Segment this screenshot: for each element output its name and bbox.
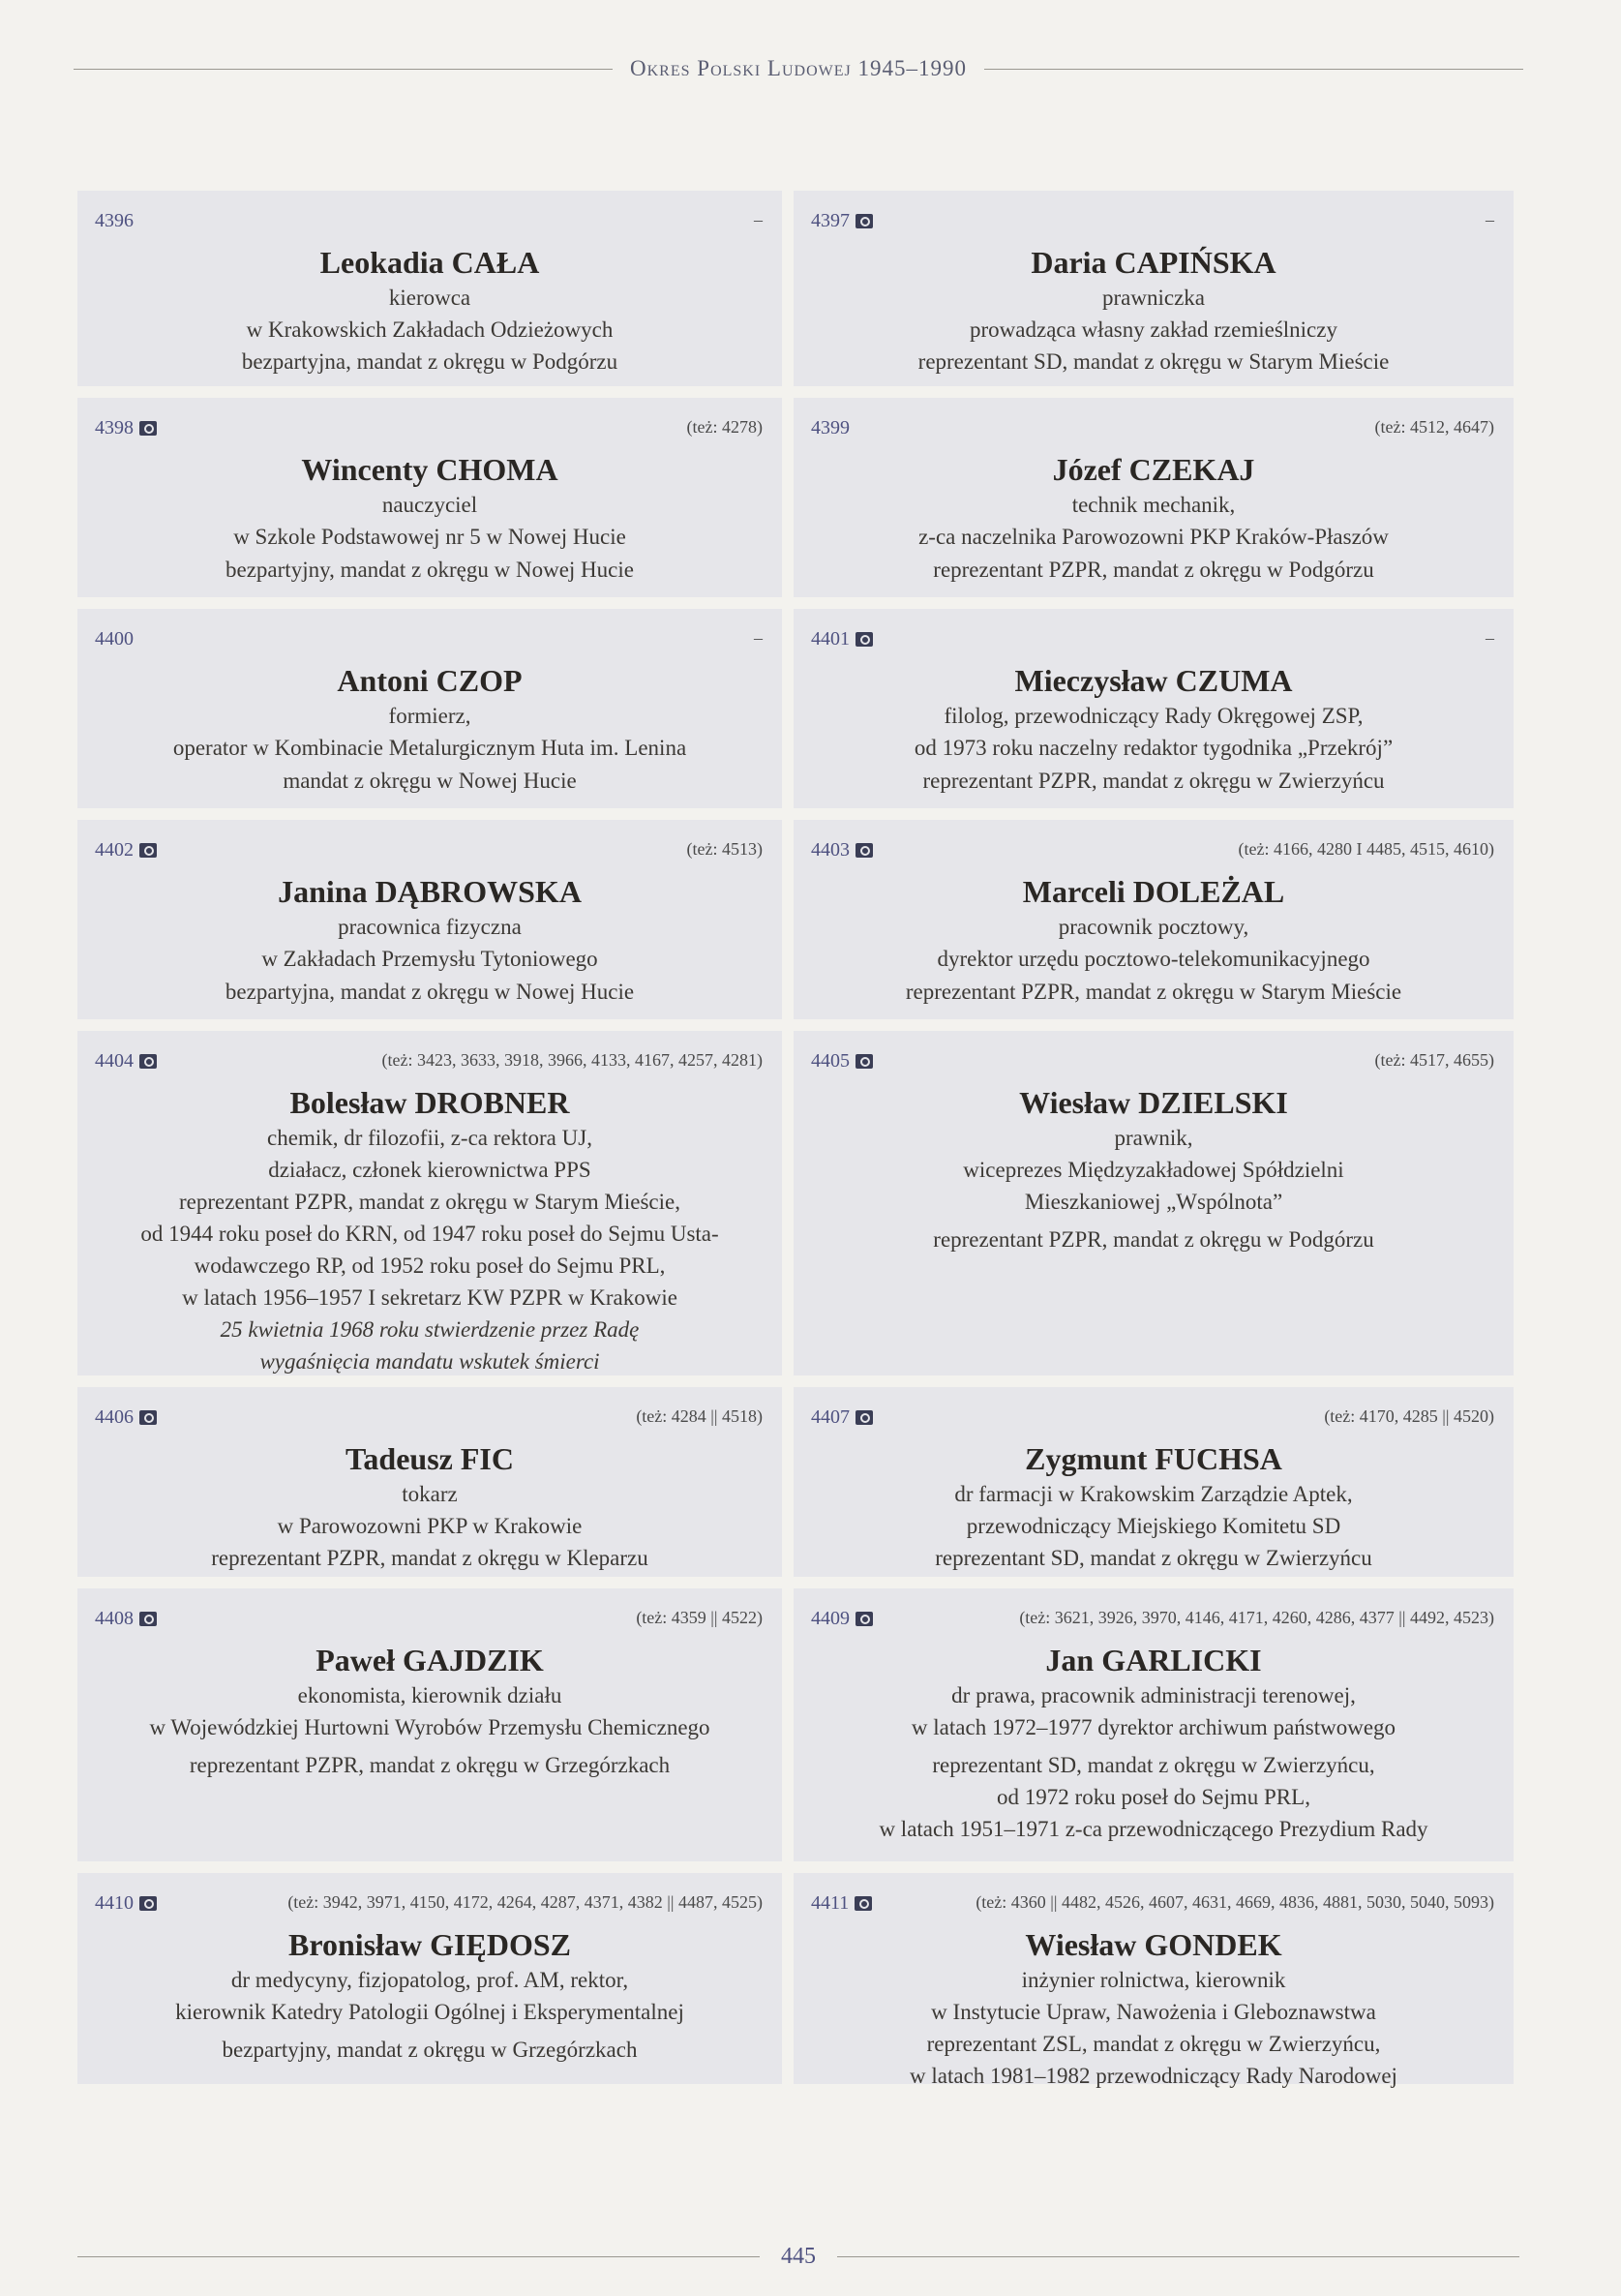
- entry-cross-reference: –: [1486, 210, 1494, 229]
- entry-occupation-line: prawnik,: [1114, 1126, 1193, 1150]
- entry-card: [77, 609, 782, 808]
- entry-cross-reference: (też: 4170, 4285 || 4520): [1324, 1406, 1494, 1426]
- entry-occupation-line: w Instytucie Upraw, Nawożenia i Gleboznawstwa: [931, 2000, 1376, 2024]
- photo-icon: [139, 1896, 157, 1911]
- entry-occupation-line: inżynier rolnictwa, kierownik: [1021, 1968, 1286, 1992]
- entry-occupation-line: chemik, dr filozofii, z-ca rektora UJ,: [267, 1126, 592, 1150]
- entry-card: [77, 1031, 782, 1375]
- entry-cross-reference: –: [754, 210, 763, 229]
- photo-icon: [139, 1054, 157, 1069]
- entry-occupation-line: w Parowozowni PKP w Krakowie: [277, 1514, 583, 1538]
- entry-number-text: 4397: [811, 210, 850, 231]
- entry-occupation-line: dr prawa, pracownik administracji terenowej,: [951, 1683, 1356, 1707]
- entry-number-text: 4399: [811, 417, 850, 438]
- entry-occupation-line: pracownica fizyczna: [338, 915, 522, 939]
- entry-cross-reference: (też: 4513): [686, 839, 763, 859]
- entry-occupation-line: operator w Kombinacie Metalurgicznym Huta im. Lenina: [172, 736, 687, 760]
- photo-icon: [139, 1410, 157, 1425]
- entry-name: Józef CZEKAJ: [1052, 452, 1255, 487]
- entry-number-text: 4411: [811, 1892, 850, 1914]
- entry-number-text: 4406: [95, 1406, 134, 1428]
- entry-occupation-line: w Wojewódzkiej Hurtowni Wyrobów Przemysłu Chemicznego: [149, 1715, 710, 1739]
- entry-number-text: 4401: [811, 628, 850, 650]
- entry-note-line: wygaśnięcia mandatu wskutek śmierci: [259, 1349, 600, 1374]
- photo-icon: [856, 214, 873, 228]
- entry-card: [794, 191, 1514, 386]
- entry-cross-reference: (też: 4359 || 4522): [636, 1608, 763, 1627]
- entry-card: [77, 1873, 782, 2084]
- entry-name: Leokadia CAŁA: [319, 245, 540, 280]
- entry-name: Mieczysław CZUMA: [1014, 663, 1293, 698]
- entry-affiliation-line: reprezentant PZPR, mandat z okręgu w Starym Mieście: [905, 980, 1402, 1004]
- entry-occupation-line: formierz,: [388, 704, 471, 728]
- entry-occupation-line: ekonomista, kierownik działu: [297, 1683, 562, 1707]
- entry-name: Antoni CZOP: [337, 663, 523, 698]
- entry-name: Daria CAPIŃSKA: [1031, 245, 1276, 280]
- photo-icon: [856, 632, 873, 647]
- entry-affiliation-line: bezpartyjna, mandat z okręgu w Podgórzu: [241, 349, 618, 374]
- entry-affiliation-line: reprezentant PZPR, mandat z okręgu w Starym Mieście,: [179, 1190, 680, 1214]
- entry-note-line: 25 kwietnia 1968 roku stwierdzenie przez Radę: [220, 1317, 640, 1342]
- entry-number: [811, 1892, 872, 1915]
- entry-occupation-line: technik mechanik,: [1071, 493, 1236, 517]
- entry-affiliation-line: w latach 1981–1982 przewodniczący Rady Narodowej: [910, 2064, 1397, 2088]
- entry-occupation-line: wiceprezes Międzyzakładowej Spółdzielni: [963, 1158, 1344, 1182]
- entry-card: [794, 1588, 1514, 1861]
- entry-number-text: 4404: [95, 1050, 134, 1072]
- entry-occupation-line: Mieszkaniowej „Wspólnota”: [1024, 1190, 1283, 1214]
- entry-name: Wiesław DZIELSKI: [1019, 1085, 1288, 1120]
- entry-name: Paweł GAJDZIK: [315, 1643, 544, 1677]
- entry-name: Marceli DOLEŻAL: [1022, 874, 1285, 909]
- entry-affiliation-line: wodawczego RP, od 1952 roku poseł do Sejmu PRL,: [194, 1254, 666, 1278]
- entry-cross-reference: (też: 4512, 4647): [1374, 417, 1494, 437]
- photo-icon: [856, 843, 873, 858]
- entry-number: [95, 839, 157, 861]
- entry-affiliation-line: reprezentant PZPR, mandat z okręgu w Zwierzyńcu: [922, 769, 1385, 793]
- entry-cross-reference: (też: 3942, 3971, 4150, 4172, 4264, 4287, 4371, 4382 || 4487, 4525): [287, 1892, 763, 1912]
- entry-affiliation-line: reprezentant PZPR, mandat z okręgu w Podgórzu: [933, 1227, 1374, 1252]
- entry-card: [794, 1873, 1514, 2088]
- entry-occupation-line: kierownik Katedry Patologii Ogólnej i Eksperymentalnej: [175, 2000, 684, 2024]
- entry-number-text: 4408: [95, 1608, 134, 1629]
- entry-occupation-line: tokarz: [402, 1482, 458, 1506]
- entry-occupation-line: dr farmacji w Krakowskim Zarządzie Aptek,: [954, 1482, 1353, 1506]
- page-footer: [77, 2242, 1519, 2271]
- entry-affiliation-line: w latach 1956–1957 I sekretarz KW PZPR w Krakowie: [182, 1285, 677, 1310]
- entry-card: [794, 609, 1514, 808]
- entry-number: [95, 210, 134, 232]
- entry-affiliation-line: od 1944 roku poseł do KRN, od 1947 roku poseł do Sejmu Usta-: [140, 1222, 719, 1246]
- entry-number: [95, 1050, 157, 1072]
- entry-occupation-line: przewodniczący Miejskiego Komitetu SD: [966, 1514, 1341, 1538]
- entry-affiliation-line: reprezentant PZPR, mandat z okręgu w Grzegórzkach: [189, 1753, 671, 1777]
- entry-card: [794, 398, 1514, 597]
- entry-name: Bronisław GIĘDOSZ: [288, 1927, 571, 1962]
- photo-icon: [855, 1896, 872, 1911]
- entry-affiliation-line: reprezentant SD, mandat z okręgu w Starym Mieście: [917, 349, 1390, 374]
- entry-occupation-line: dr medycyny, fizjopatolog, prof. AM, rektor,: [230, 1968, 629, 1992]
- entry-affiliation-line: reprezentant PZPR, mandat z okręgu w Kleparzu: [211, 1546, 648, 1570]
- entry-number-text: 4409: [811, 1608, 850, 1629]
- entry-card: [794, 1387, 1514, 1577]
- entry-number: [95, 628, 134, 650]
- entry-occupation-line: pracownik pocztowy,: [1058, 915, 1249, 939]
- entry-affiliation-line: reprezentant SD, mandat z okręgu w Zwierzyńcu: [935, 1546, 1372, 1570]
- entry-cross-reference: (też: 4284 || 4518): [636, 1406, 763, 1426]
- entry-number-text: 4400: [95, 628, 134, 650]
- entry-number: [811, 1050, 873, 1072]
- entry-card: [77, 398, 782, 597]
- entry-number-text: 4398: [95, 417, 134, 438]
- entry-name: Jan GARLICKI: [1045, 1643, 1262, 1677]
- photo-icon: [139, 421, 157, 436]
- entries-grid: [77, 191, 1514, 2088]
- entry-name: Bolesław DROBNER: [289, 1085, 570, 1120]
- entry-occupation-line: w latach 1972–1977 dyrektor archiwum państwowego: [911, 1715, 1396, 1739]
- entry-cross-reference: (też: 4517, 4655): [1374, 1050, 1494, 1070]
- entry-number: [95, 1608, 157, 1630]
- entry-name: Wincenty CHOMA: [301, 452, 558, 487]
- entry-number: [95, 1892, 157, 1915]
- entry-number: [95, 1406, 157, 1429]
- entry-cross-reference: –: [754, 628, 763, 648]
- entry-occupation-line: dyrektor urzędu pocztowo-telekomunikacyjnego: [937, 947, 1370, 971]
- photo-icon: [856, 1054, 873, 1069]
- entry-number: [811, 839, 873, 861]
- entry-occupation-line: prawniczka: [1102, 286, 1205, 310]
- entry-occupation-line: nauczyciel: [381, 493, 478, 517]
- header-rule-right: [984, 69, 1523, 70]
- entry-number: [95, 417, 157, 439]
- entry-affiliation-line: bezpartyjna, mandat z okręgu w Nowej Hucie: [225, 980, 635, 1004]
- entry-name: Wiesław GONDEK: [1025, 1927, 1282, 1962]
- footer-rule-left: [77, 2256, 760, 2257]
- entry-occupation-line: prowadząca własny zakład rzemieślniczy: [970, 317, 1337, 342]
- entry-card: [77, 820, 782, 1019]
- entry-card: [77, 1588, 782, 1861]
- entry-affiliation-line: w latach 1951–1971 z-ca przewodniczącego Prezydium Rady: [879, 1817, 1428, 1841]
- entry-affiliation-line: reprezentant PZPR, mandat z okręgu w Podgórzu: [933, 558, 1374, 582]
- entry-occupation-line: kierowca: [388, 286, 471, 310]
- entry-cross-reference: (też: 3423, 3633, 3918, 3966, 4133, 4167, 4257, 4281): [381, 1050, 763, 1070]
- entry-cross-reference: (też: 4278): [686, 417, 763, 437]
- entry-name: Tadeusz FIC: [345, 1441, 514, 1476]
- entry-cross-reference: (też: 3621, 3926, 3970, 4146, 4171, 4260, 4286, 4377 || 4492, 4523): [1019, 1608, 1494, 1627]
- photo-icon: [856, 1612, 873, 1626]
- entry-cross-reference: (też: 4166, 4280 I 4485, 4515, 4610): [1238, 839, 1494, 859]
- entry-card: [77, 191, 782, 386]
- entry-number-text: 4396: [95, 210, 134, 231]
- entry-number-text: 4405: [811, 1050, 850, 1072]
- entry-occupation-line: w Krakowskich Zakładach Odzieżowych: [246, 317, 614, 342]
- running-head: [74, 50, 1523, 87]
- entry-number-text: 4402: [95, 839, 134, 861]
- entry-affiliation-line: mandat z okręgu w Nowej Hucie: [283, 769, 577, 793]
- entry-number: [811, 1608, 873, 1630]
- page-number: 445: [781, 2243, 816, 2269]
- entry-number-text: 4403: [811, 839, 850, 861]
- entry-number-text: 4410: [95, 1892, 134, 1914]
- entry-card: [77, 1387, 782, 1577]
- entry-card: [794, 1031, 1514, 1375]
- entry-occupation-line: działacz, członek kierownictwa PPS: [268, 1158, 591, 1182]
- footer-rule-right: [837, 2256, 1519, 2257]
- entry-number: [811, 628, 873, 650]
- entry-number-text: 4407: [811, 1406, 850, 1428]
- entry-affiliation-line: od 1972 roku poseł do Sejmu PRL,: [997, 1785, 1310, 1809]
- entry-name: Zygmunt FUCHSA: [1025, 1441, 1282, 1476]
- entry-card: [794, 820, 1514, 1019]
- entry-affiliation-line: bezpartyjny, mandat z okręgu w Grzegórzkach: [222, 2038, 638, 2062]
- entry-number: [811, 1406, 873, 1429]
- entry-cross-reference: –: [1486, 628, 1494, 648]
- entry-occupation-line: filolog, przewodniczący Rady Okręgowej ZSP,: [944, 704, 1364, 728]
- entry-occupation-line: z-ca naczelnika Parowozowni PKP Kraków-Płaszów: [918, 525, 1389, 549]
- entry-occupation-line: od 1973 roku naczelny redaktor tygodnika „Przekrój”: [914, 736, 1394, 760]
- entry-name: Janina DĄBROWSKA: [278, 874, 582, 909]
- entry-affiliation-line: bezpartyjny, mandat z okręgu w Nowej Hucie: [225, 558, 634, 582]
- entry-number: [811, 417, 850, 439]
- header-rule-left: [74, 69, 613, 70]
- entry-occupation-line: w Zakładach Przemysłu Tytoniowego: [261, 947, 598, 971]
- entry-affiliation-line: reprezentant SD, mandat z okręgu w Zwierzyńcu,: [932, 1753, 1375, 1777]
- photo-icon: [856, 1410, 873, 1425]
- entry-cross-reference: (też: 4360 || 4482, 4526, 4607, 4631, 4669, 4836, 4881, 5030, 5040, 5093): [976, 1892, 1494, 1912]
- photo-icon: [139, 843, 157, 858]
- photo-icon: [139, 1612, 157, 1626]
- entry-affiliation-line: reprezentant ZSL, mandat z okręgu w Zwierzyńcu,: [926, 2032, 1381, 2056]
- entry-number: [811, 210, 873, 232]
- entry-occupation-line: w Szkole Podstawowej nr 5 w Nowej Hucie: [233, 525, 626, 549]
- running-head-title: Okres Polski Ludowej 1945–1990: [630, 56, 967, 80]
